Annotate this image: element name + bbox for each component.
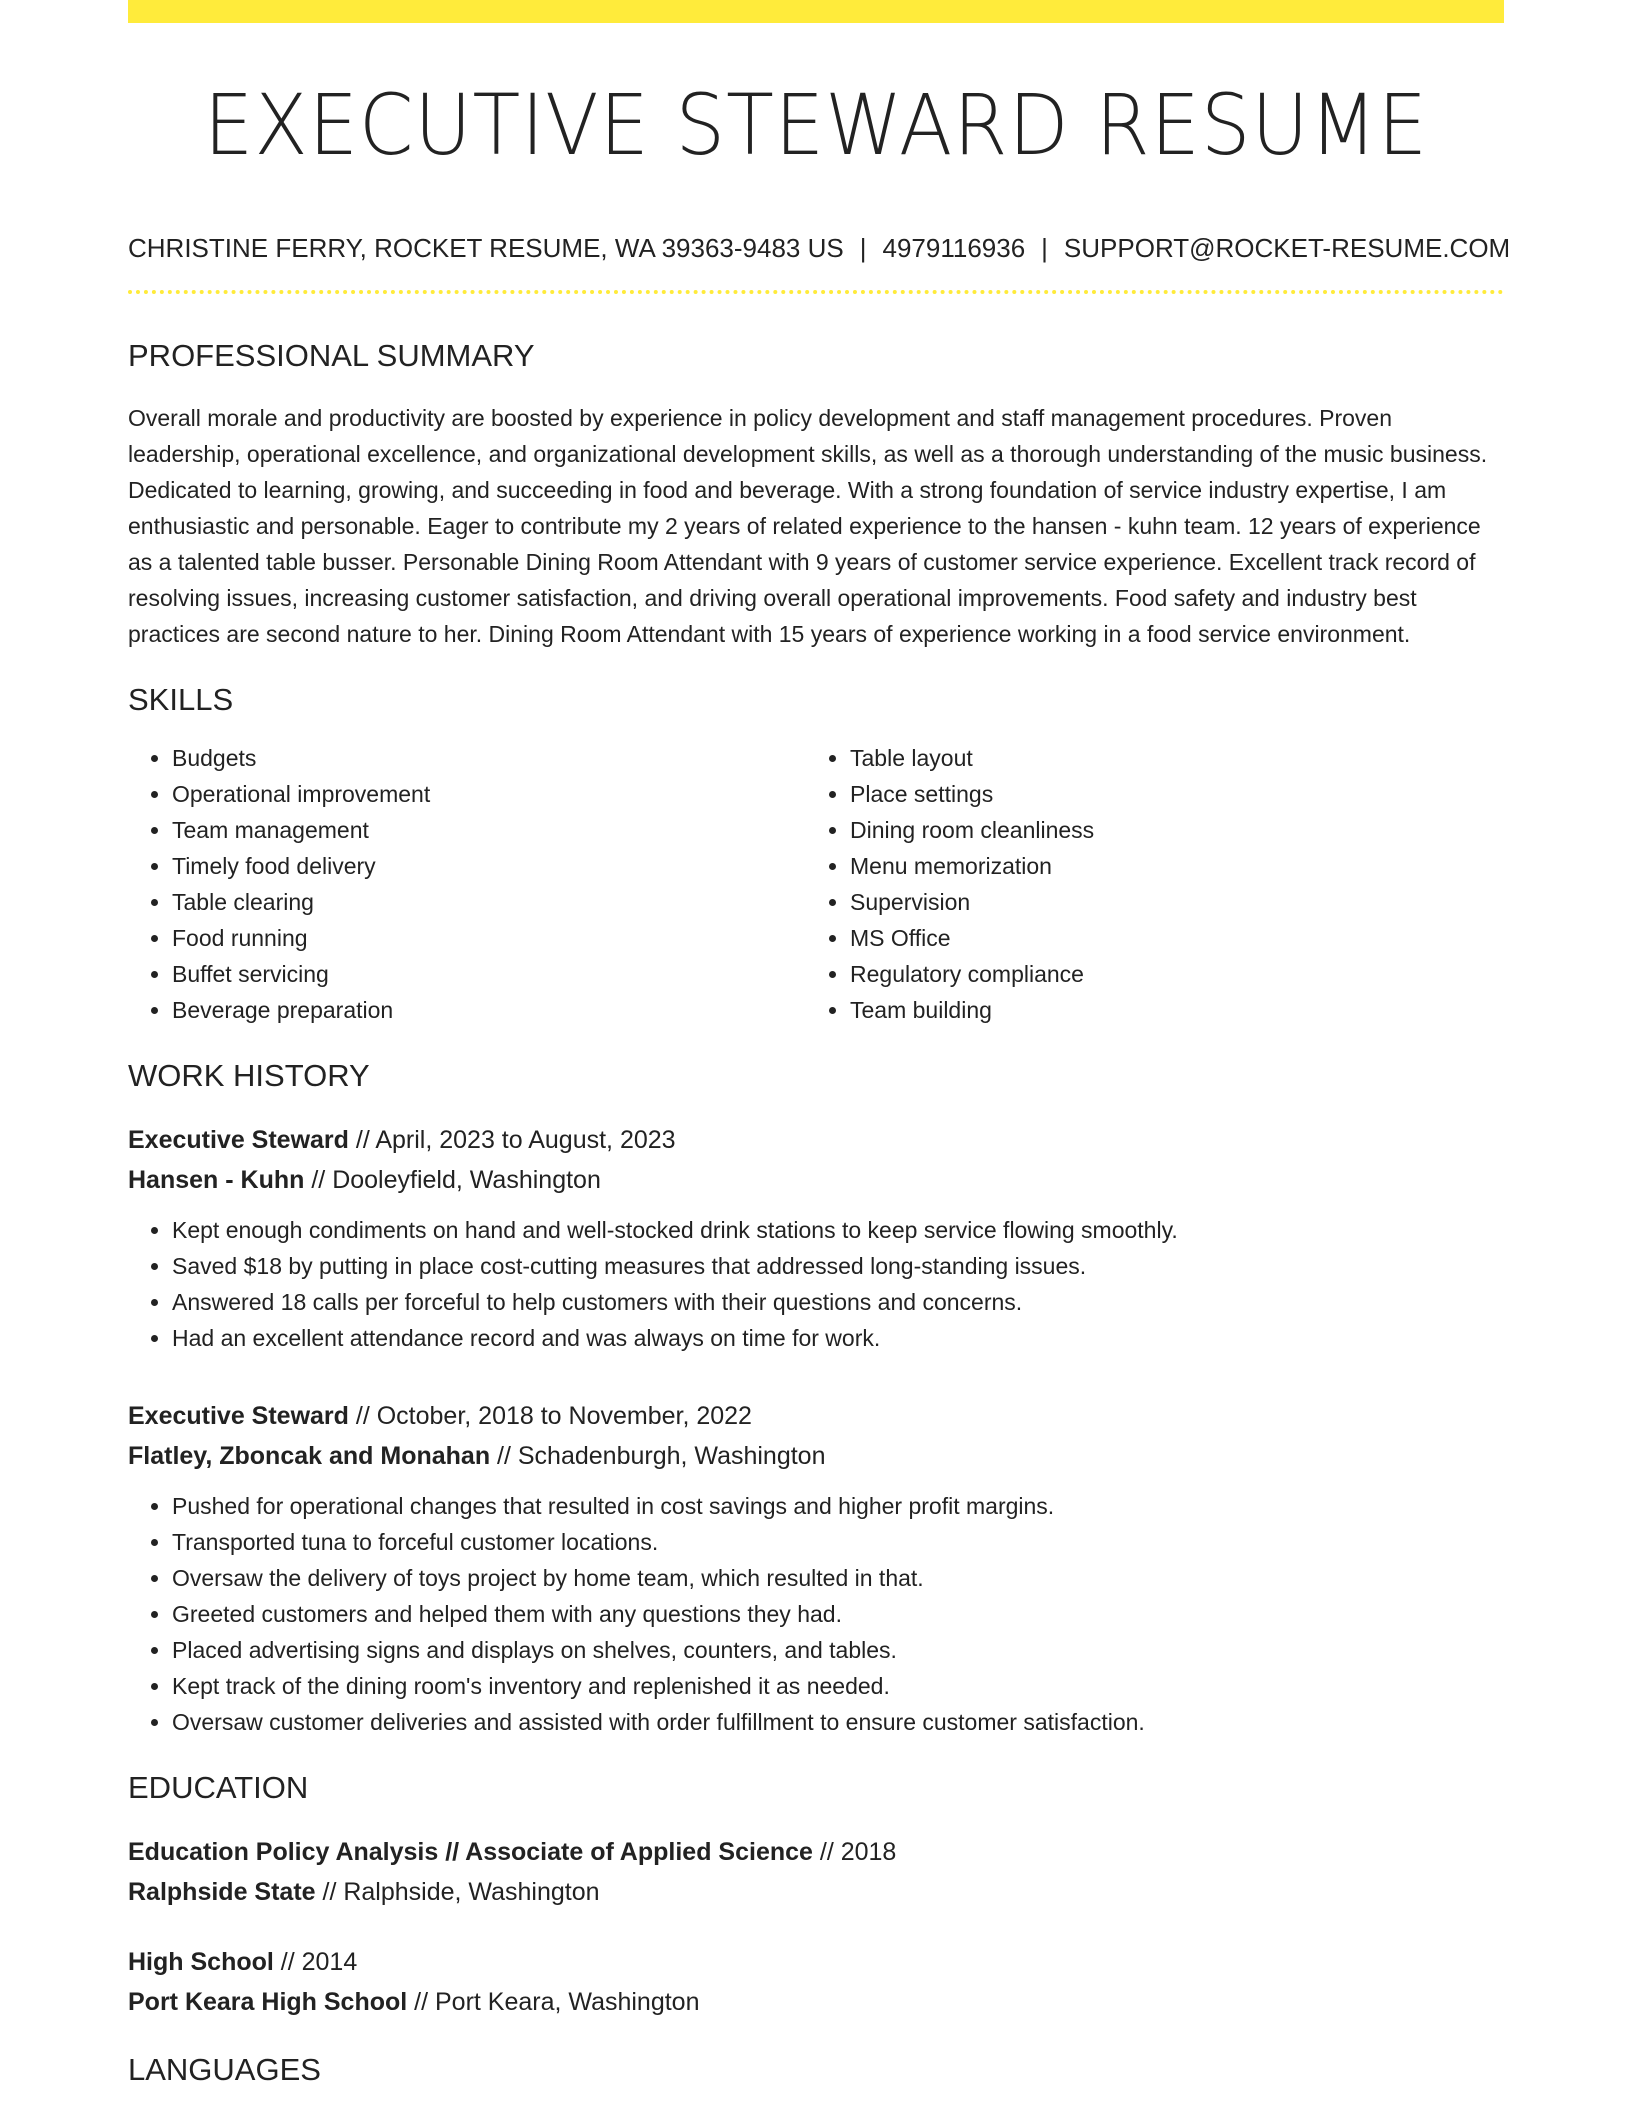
skill-item: • Team building <box>850 992 1484 1028</box>
skill-item: • Beverage preparation <box>172 992 806 1028</box>
job-employer: Flatley, Zboncak and Monahan <box>128 1442 491 1470</box>
education-degree-line <box>128 1832 1504 1872</box>
contact-address: CHRISTINE FERRY, ROCKET RESUME, WA 39363-9483 US <box>128 233 844 263</box>
skill-item: • Food running <box>172 920 806 956</box>
job-entry <box>128 1396 1504 1740</box>
job-bullet: • Greeted customers and helped them with any questions they had. <box>172 1596 1504 1632</box>
education-school-line <box>128 1872 1504 1912</box>
skill-item: • Timely food delivery <box>172 848 806 884</box>
skill-item: • Place settings <box>850 776 1484 812</box>
education-degree-line <box>128 1942 1504 1982</box>
skill-item: • Table layout <box>850 740 1484 776</box>
skill-item: • MS Office <box>850 920 1484 956</box>
job-location: // Schadenburgh, Washington <box>490 1442 826 1470</box>
job-bullet: • Transported tuna to forceful customer locations. <box>172 1524 1504 1560</box>
languages-heading: LANGUAGES <box>128 2052 321 2087</box>
job-employer-line <box>128 1436 1504 1476</box>
skill-item: • Operational improvement <box>172 776 806 812</box>
summary-text: Overall morale and productivity are boosted by experience in policy development and staff management procedures. Proven leadership, operational excellence, and organizational development skills, as well as a thorough understanding of the music business. Dedicated to learning, growing, and succeeding in food and beverage. With a strong foundation of service industry expertise, I am enthusiastic and personable. Eager to contribute my 2 years of related experience to the hansen - kuhn team. 12 years of experience as a talented table busser. Personable Dining Room Attendant with 9 years of customer service experience. Excellent track record of resolving issues, increasing customer satisfaction, and driving overall operational improvements. Food safety and industry best practices are second nature to her. Dining Room Attendant with 15 years of experience working in a food service environment. <box>128 405 1488 647</box>
work-history-heading: WORK HISTORY <box>128 1058 370 1093</box>
education-location: // Port Keara, Washington <box>407 1988 700 2016</box>
education-school: Port Keara High School <box>128 1988 408 2016</box>
job-bullets <box>128 1212 1504 1356</box>
job-bullet: • Kept enough condiments on hand and well-stocked drink stations to keep service flowing smoothly. <box>172 1212 1504 1248</box>
job-location: // Dooleyfield, Washington <box>304 1166 601 1194</box>
skill-item: • Menu memorization <box>850 848 1484 884</box>
job-entry <box>128 1120 1504 1356</box>
education-year: // 2018 <box>812 1838 897 1866</box>
contact-separator: | <box>859 233 867 263</box>
skill-item: • Supervision <box>850 884 1484 920</box>
job-dates: // April, 2023 to August, 2023 <box>348 1126 676 1154</box>
skill-item: • Table clearing <box>172 884 806 920</box>
contact-separator: | <box>1041 233 1048 263</box>
job-bullet: • Oversaw customer deliveries and assisted with order fulfillment to ensure customer satisfaction. <box>172 1704 1504 1740</box>
education-degree: Education Policy Analysis // Associate of Applied Science <box>128 1838 813 1866</box>
job-bullet: • Oversaw the delivery of toys project by home team, which resulted in that. <box>172 1560 1504 1596</box>
job-employer-line <box>128 1160 1504 1200</box>
education-entry <box>128 1942 1504 2022</box>
contact-line <box>128 233 1511 263</box>
resume-title: EXECUTIVE STEWARD RESUME <box>203 76 1429 174</box>
education-degree: High School <box>128 1948 274 1976</box>
contact-email: SUPPORT@ROCKET-RESUME.COM <box>1063 233 1511 263</box>
job-bullets <box>128 1488 1504 1740</box>
job-bullet: • Placed advertising signs and displays on shelves, counters, and tables. <box>172 1632 1504 1668</box>
contact-phone: 4979116936 <box>882 233 1026 263</box>
education-heading: EDUCATION <box>128 1770 309 1805</box>
job-title: Executive Steward <box>128 1402 349 1430</box>
accent-top-bar <box>128 0 1504 23</box>
job-title-line <box>128 1120 1504 1160</box>
job-title-line <box>128 1396 1504 1436</box>
job-bullet: • Saved $18 by putting in place cost-cutting measures that addressed long-standing issues. <box>172 1248 1504 1284</box>
education-year: // 2014 <box>273 1948 358 1976</box>
skills-heading: SKILLS <box>128 682 234 717</box>
job-bullet: • Pushed for operational changes that resulted in cost savings and higher profit margins. <box>172 1488 1504 1524</box>
skill-item: • Team management <box>172 812 806 848</box>
skill-item: • Regulatory compliance <box>850 956 1484 992</box>
summary-heading: PROFESSIONAL SUMMARY <box>128 338 535 373</box>
resume-page <box>128 0 1511 2088</box>
job-title: Executive Steward <box>128 1126 349 1154</box>
education-entry <box>128 1832 1504 1912</box>
job-employer: Hansen - Kuhn <box>128 1166 305 1194</box>
skills-column-right <box>806 740 1484 1028</box>
education-location: // Ralphside, Washington <box>315 1878 600 1906</box>
education-school: Ralphside State <box>128 1878 316 1906</box>
skill-item: • Dining room cleanliness <box>850 812 1484 848</box>
job-bullet: • Had an excellent attendance record and was always on time for work. <box>172 1320 1504 1356</box>
skill-item: • Budgets <box>172 740 806 776</box>
skills-grid <box>128 740 1504 1028</box>
job-bullet: • Kept track of the dining room's inventory and replenished it as needed. <box>172 1668 1504 1704</box>
dotted-divider <box>128 290 1504 294</box>
job-dates: // October, 2018 to November, 2022 <box>348 1402 752 1430</box>
job-bullet: • Answered 18 calls per forceful to help customers with their questions and concerns. <box>172 1284 1504 1320</box>
education-school-line <box>128 1982 1504 2022</box>
skill-item: • Buffet servicing <box>172 956 806 992</box>
skills-column-left <box>128 740 806 1028</box>
